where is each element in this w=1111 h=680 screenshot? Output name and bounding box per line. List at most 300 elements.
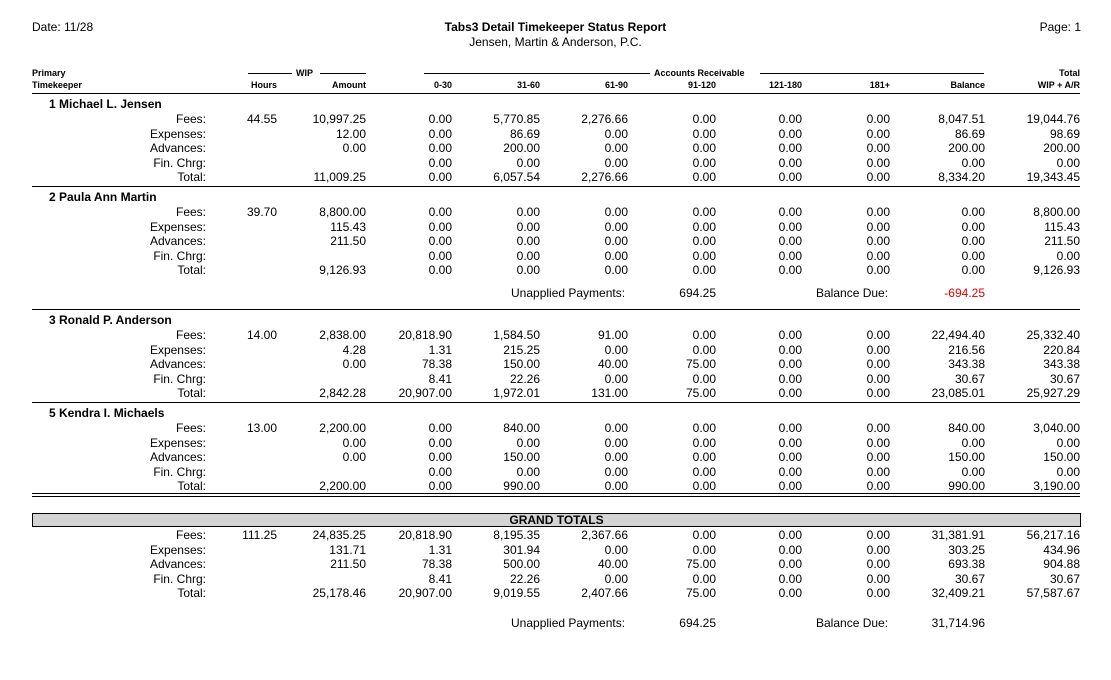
row-label: Total: — [177, 586, 206, 601]
ar-31-60-cell: 0.00 — [516, 248, 540, 263]
row-label: Total: — [177, 386, 206, 401]
ar-0-30-cell: 0.00 — [428, 112, 452, 126]
total-cell: 343.38 — [1043, 357, 1080, 372]
ar-121-180-cell: 0.00 — [778, 571, 802, 586]
balance-cell: 840.00 — [948, 421, 985, 435]
ar-121-180-cell: 0.00 — [778, 219, 802, 234]
ar-121-180-cell: 0.00 — [778, 586, 802, 601]
ar-0-30-cell: 0.00 — [428, 435, 452, 450]
row-label: Fin. Chrg: — [153, 155, 206, 170]
report-title: Tabs3 Detail Timekeeper Status Report — [444, 20, 667, 34]
row-label: Expenses: — [149, 435, 206, 450]
ar-181-plus-cell: 0.00 — [866, 219, 890, 234]
total-cell: 9,126.93 — [1033, 263, 1080, 278]
row-label: Advances: — [149, 557, 206, 572]
ar-121-180-cell: 0.00 — [778, 234, 802, 249]
ar-181-plus-cell: 0.00 — [866, 328, 890, 342]
ar-121-180-cell: 0.00 — [778, 155, 802, 170]
row-label: Expenses: — [149, 219, 206, 234]
row-label: Total: — [177, 263, 206, 278]
ar-0-30-cell: 0.00 — [428, 421, 452, 435]
col-total-wip-ar: WIP + A/R — [1037, 80, 1080, 90]
ar-91-120-cell: 0.00 — [692, 342, 716, 357]
ar-61-90-cell: 0.00 — [604, 342, 628, 357]
ar-31-60-cell: 9,019.55 — [493, 586, 540, 601]
table-row — [0, 572, 1111, 586]
ar-61-90-cell: 0.00 — [604, 205, 628, 219]
ar-181-plus-cell: 0.00 — [866, 450, 890, 465]
ar-31-60-cell: 6,057.54 — [493, 170, 540, 185]
table-row — [0, 328, 1111, 342]
total-cell: 200.00 — [1043, 141, 1080, 156]
col-primary: Primary — [32, 68, 66, 78]
ar-61-90-cell: 2,276.66 — [581, 170, 628, 185]
total-cell: 0.00 — [1056, 155, 1080, 170]
balance-cell: 22,494.40 — [931, 328, 985, 342]
balance-cell: 30.67 — [954, 371, 985, 386]
balance-cell: 8,047.51 — [938, 112, 985, 126]
table-row — [0, 586, 1111, 600]
balance-cell: 0.00 — [961, 435, 985, 450]
table-row — [0, 543, 1111, 557]
hours-cell: 39.70 — [246, 205, 277, 219]
ar-31-60-cell: 86.69 — [509, 126, 540, 141]
balance-cell: 0.00 — [961, 234, 985, 249]
ar-0-30-cell: 0.00 — [428, 464, 452, 479]
report-date: Date: 11/28 — [32, 20, 94, 34]
col-61-90: 61-90 — [604, 80, 628, 90]
amount-cell: 9,126.93 — [319, 263, 366, 278]
col-wip: WIP — [296, 68, 313, 78]
ar-91-120-cell: 0.00 — [692, 112, 716, 126]
section-divider — [32, 402, 1080, 403]
ar-61-90-cell: 0.00 — [604, 479, 628, 494]
row-label: Fees: — [175, 528, 206, 542]
amount-cell: 2,838.00 — [319, 328, 366, 342]
total-cell: 30.67 — [1049, 371, 1080, 386]
ar-61-90-cell: 2,407.66 — [581, 586, 628, 601]
ar-61-90-cell: 0.00 — [604, 155, 628, 170]
ar-31-60-cell: 0.00 — [516, 234, 540, 249]
amount-cell: 211.50 — [330, 234, 366, 249]
ar-121-180-cell: 0.00 — [778, 542, 802, 557]
ar-61-90-cell: 2,367.66 — [581, 528, 628, 542]
balance-cell: 30.67 — [954, 571, 985, 586]
ar-31-60-cell: 0.00 — [516, 435, 540, 450]
ar-121-180-cell: 0.00 — [778, 450, 802, 465]
total-cell: 3,040.00 — [1033, 421, 1080, 435]
ar-91-120-cell: 0.00 — [692, 450, 716, 465]
col-total: Total — [1059, 68, 1080, 78]
section-divider — [32, 309, 1080, 310]
ar-181-plus-cell: 0.00 — [866, 112, 890, 126]
balance-cell: 32,409.21 — [931, 586, 985, 601]
wip-rule-left — [248, 73, 292, 74]
ar-91-120-cell: 0.00 — [692, 155, 716, 170]
ar-121-180-cell: 0.00 — [778, 126, 802, 141]
table-row — [0, 127, 1111, 141]
ar-61-90-cell: 0.00 — [604, 219, 628, 234]
timekeeper-name: 3 Ronald P. Anderson — [49, 313, 172, 327]
ar-181-plus-cell: 0.00 — [866, 155, 890, 170]
table-row — [0, 263, 1111, 277]
amount-cell: 131.71 — [329, 542, 366, 557]
total-cell: 19,044.76 — [1026, 112, 1080, 126]
ar-61-90-cell: 40.00 — [597, 557, 628, 572]
ar-121-180-cell: 0.00 — [778, 248, 802, 263]
col-timekeeper: Timekeeper — [32, 80, 82, 90]
ar-0-30-cell: 0.00 — [428, 263, 452, 278]
total-cell: 19,343.45 — [1026, 170, 1080, 185]
amount-cell: 8,800.00 — [319, 205, 366, 219]
ar-0-30-cell: 0.00 — [428, 450, 452, 465]
unapplied-payments-value: 694.25 — [679, 286, 716, 300]
ar-91-120-cell: 0.00 — [692, 479, 716, 494]
ar-61-90-cell: 0.00 — [604, 234, 628, 249]
row-label: Expenses: — [149, 126, 206, 141]
ar-31-60-cell: 0.00 — [516, 205, 540, 219]
row-label: Fees: — [175, 205, 206, 219]
ar-121-180-cell: 0.00 — [778, 357, 802, 372]
total-cell: 0.00 — [1056, 248, 1080, 263]
ar-181-plus-cell: 0.00 — [866, 464, 890, 479]
row-label: Expenses: — [149, 342, 206, 357]
grand-totals-bar: GRAND TOTALS — [32, 513, 1081, 527]
ar-121-180-cell: 0.00 — [778, 328, 802, 342]
ar-31-60-cell: 22.26 — [509, 371, 540, 386]
amount-cell: 2,842.28 — [319, 386, 366, 401]
ar-31-60-cell: 0.00 — [516, 464, 540, 479]
ar-0-30-cell: 0.00 — [428, 126, 452, 141]
ar-121-180-cell: 0.00 — [778, 421, 802, 435]
balance-cell: 0.00 — [961, 263, 985, 278]
ar-121-180-cell: 0.00 — [778, 479, 802, 494]
firm-name: Jensen, Martin & Anderson, P.C. — [469, 35, 642, 49]
ar-91-120-cell: 0.00 — [692, 248, 716, 263]
ar-31-60-cell: 200.00 — [503, 141, 540, 156]
total-cell: 220.84 — [1043, 342, 1080, 357]
ar-61-90-cell: 91.00 — [597, 328, 628, 342]
amount-cell: 12.00 — [335, 126, 366, 141]
ar-61-90-cell: 0.00 — [604, 435, 628, 450]
ar-181-plus-cell: 0.00 — [866, 479, 890, 494]
col-balance: Balance — [950, 80, 985, 90]
ar-181-plus-cell: 0.00 — [866, 571, 890, 586]
ar-91-120-cell: 0.00 — [692, 328, 716, 342]
ar-181-plus-cell: 0.00 — [866, 141, 890, 156]
table-row — [0, 386, 1111, 400]
ar-181-plus-cell: 0.00 — [866, 421, 890, 435]
balance-cell: 200.00 — [948, 141, 985, 156]
ar-181-plus-cell: 0.00 — [866, 586, 890, 601]
amount-cell: 24,835.25 — [312, 528, 366, 542]
ar-0-30-cell: 78.38 — [421, 357, 452, 372]
ar-0-30-cell: 0.00 — [428, 234, 452, 249]
ar-121-180-cell: 0.00 — [778, 263, 802, 278]
ar-0-30-cell: 0.00 — [428, 141, 452, 156]
row-label: Fin. Chrg: — [153, 571, 206, 586]
ar-0-30-cell: 20,818.90 — [398, 328, 452, 342]
balance-cell: 86.69 — [954, 126, 985, 141]
table-row — [0, 479, 1111, 493]
amount-cell: 0.00 — [342, 450, 366, 465]
table-row — [0, 436, 1111, 450]
balance-cell: 8,334.20 — [938, 170, 985, 185]
balance-cell: 216.56 — [948, 342, 985, 357]
ar-31-60-cell: 1,584.50 — [493, 328, 540, 342]
balance-cell: 303.25 — [948, 542, 985, 557]
row-label: Advances: — [149, 141, 206, 156]
row-label: Advances: — [149, 234, 206, 249]
ar-91-120-cell: 0.00 — [692, 464, 716, 479]
ar-61-90-cell: 0.00 — [604, 464, 628, 479]
ar-91-120-cell: 75.00 — [685, 557, 716, 572]
row-label: Fin. Chrg: — [153, 248, 206, 263]
row-label: Expenses: — [149, 542, 206, 557]
unapplied-payments-label: Unapplied Payments: — [511, 286, 626, 300]
amount-cell: 2,200.00 — [319, 479, 366, 494]
timekeeper-name: 2 Paula Ann Martin — [49, 190, 157, 204]
ar-31-60-cell: 0.00 — [516, 155, 540, 170]
balance-cell: 0.00 — [961, 155, 985, 170]
ar-61-90-cell: 0.00 — [604, 248, 628, 263]
total-cell: 57,587.67 — [1026, 586, 1080, 601]
ar-91-120-cell: 0.00 — [692, 435, 716, 450]
table-row — [0, 205, 1111, 219]
table-row — [0, 465, 1111, 479]
table-row — [0, 343, 1111, 357]
ar-61-90-cell: 131.00 — [591, 386, 628, 401]
total-cell: 56,217.16 — [1026, 528, 1080, 542]
balance-cell: 0.00 — [961, 248, 985, 263]
ar-91-120-cell: 0.00 — [692, 542, 716, 557]
ar-0-30-cell: 0.00 — [428, 479, 452, 494]
row-label: Fees: — [175, 112, 206, 126]
ar-121-180-cell: 0.00 — [778, 386, 802, 401]
ar-91-120-cell: 0.00 — [692, 571, 716, 586]
amount-cell: 10,997.25 — [312, 112, 366, 126]
total-cell: 98.69 — [1049, 126, 1080, 141]
total-cell: 3,190.00 — [1033, 479, 1080, 494]
table-row — [0, 141, 1111, 155]
total-cell: 25,927.29 — [1026, 386, 1080, 401]
total-cell: 8,800.00 — [1033, 205, 1080, 219]
ar-31-60-cell: 150.00 — [503, 357, 540, 372]
ar-61-90-cell: 0.00 — [604, 542, 628, 557]
ar-31-60-cell: 840.00 — [503, 421, 540, 435]
row-label: Fees: — [175, 328, 206, 342]
table-row — [0, 357, 1111, 371]
ar-181-plus-cell: 0.00 — [866, 170, 890, 185]
amount-cell: 4.28 — [342, 342, 366, 357]
wip-rule-right — [320, 73, 366, 74]
table-row — [0, 421, 1111, 435]
ar-31-60-cell: 500.00 — [503, 557, 540, 572]
ar-91-120-cell: 0.00 — [692, 126, 716, 141]
balance-cell: 0.00 — [961, 205, 985, 219]
hours-cell: 111.25 — [242, 528, 277, 542]
table-row — [0, 249, 1111, 263]
ar-121-180-cell: 0.00 — [778, 528, 802, 542]
balance-cell: 23,085.01 — [931, 386, 985, 401]
total-cell: 150.00 — [1043, 450, 1080, 465]
ar-0-30-cell: 78.38 — [421, 557, 452, 572]
ar-181-plus-cell: 0.00 — [866, 248, 890, 263]
table-row — [0, 528, 1111, 542]
row-label: Fees: — [175, 421, 206, 435]
ar-181-plus-cell: 0.00 — [866, 357, 890, 372]
amount-cell: 0.00 — [342, 435, 366, 450]
ar-0-30-cell: 0.00 — [428, 155, 452, 170]
ar-31-60-cell: 150.00 — [503, 450, 540, 465]
balance-cell: 150.00 — [948, 450, 985, 465]
ar-91-120-cell: 0.00 — [692, 141, 716, 156]
ar-181-plus-cell: 0.00 — [866, 435, 890, 450]
balance-cell: 343.38 — [948, 357, 985, 372]
ar-181-plus-cell: 0.00 — [866, 557, 890, 572]
ar-121-180-cell: 0.00 — [778, 112, 802, 126]
table-row — [0, 170, 1111, 184]
row-label: Fin. Chrg: — [153, 464, 206, 479]
ar-61-90-cell: 0.00 — [604, 263, 628, 278]
ar-181-plus-cell: 0.00 — [866, 263, 890, 278]
ar-61-90-cell: 0.00 — [604, 126, 628, 141]
table-row — [0, 156, 1111, 170]
ar-91-120-cell: 75.00 — [685, 386, 716, 401]
col-31-60: 31-60 — [516, 80, 540, 90]
table-row — [0, 112, 1111, 126]
hours-cell: 44.55 — [246, 112, 277, 126]
ar-61-90-cell: 0.00 — [604, 571, 628, 586]
ar-0-30-cell: 20,907.00 — [398, 586, 452, 601]
timekeeper-name: 5 Kendra I. Michaels — [49, 406, 165, 420]
section-divider-double — [32, 493, 1080, 494]
total-cell: 211.50 — [1044, 234, 1080, 249]
ar-121-180-cell: 0.00 — [778, 205, 802, 219]
total-cell: 0.00 — [1056, 435, 1080, 450]
grand-balance-due-label: Balance Due: — [816, 616, 889, 630]
col-ar: Accounts Receivable — [654, 68, 745, 78]
ar-0-30-cell: 0.00 — [428, 205, 452, 219]
ar-121-180-cell: 0.00 — [778, 371, 802, 386]
amount-cell: 211.50 — [330, 557, 366, 572]
col-0-30: 0-30 — [433, 80, 452, 90]
ar-0-30-cell: 8.41 — [428, 571, 452, 586]
total-cell: 115.43 — [1044, 219, 1080, 234]
ar-91-120-cell: 0.00 — [692, 234, 716, 249]
ar-31-60-cell: 215.25 — [503, 342, 540, 357]
ar-0-30-cell: 20,818.90 — [398, 528, 452, 542]
ar-91-120-cell: 75.00 — [685, 357, 716, 372]
table-row — [0, 220, 1111, 234]
section-divider-double — [32, 496, 1080, 497]
grand-balance-due-value: 31,714.96 — [931, 616, 985, 630]
balance-cell: 693.38 — [948, 557, 985, 572]
section-divider — [32, 186, 1080, 187]
ar-181-plus-cell: 0.00 — [866, 342, 890, 357]
ar-121-180-cell: 0.00 — [778, 435, 802, 450]
ar-61-90-cell: 0.00 — [604, 371, 628, 386]
ar-181-plus-cell: 0.00 — [866, 528, 890, 542]
hours-cell: 14.00 — [246, 328, 277, 342]
ar-61-90-cell: 2,276.66 — [581, 112, 628, 126]
ar-181-plus-cell: 0.00 — [866, 234, 890, 249]
ar-181-plus-cell: 0.00 — [866, 386, 890, 401]
balance-cell: 31,381.91 — [931, 528, 985, 542]
table-row — [0, 234, 1111, 248]
hours-cell: 13.00 — [246, 421, 277, 435]
col-121-180: 121-180 — [768, 80, 802, 90]
ar-61-90-cell: 0.00 — [604, 450, 628, 465]
col-181-plus: 181+ — [869, 80, 890, 90]
ar-181-plus-cell: 0.00 — [866, 126, 890, 141]
total-cell: 434.96 — [1043, 542, 1080, 557]
ar-181-plus-cell: 0.00 — [866, 371, 890, 386]
ar-181-plus-cell: 0.00 — [866, 542, 890, 557]
ar-0-30-cell: 0.00 — [428, 248, 452, 263]
ar-181-plus-cell: 0.00 — [866, 205, 890, 219]
ar-61-90-cell: 40.00 — [597, 357, 628, 372]
ar-91-120-cell: 0.00 — [692, 205, 716, 219]
amount-cell: 25,178.46 — [312, 586, 366, 601]
grand-unapplied-label: Unapplied Payments: — [511, 616, 626, 630]
col-amount: Amount — [332, 80, 366, 90]
row-label: Total: — [177, 479, 206, 494]
ar-0-30-cell: 8.41 — [428, 371, 452, 386]
total-cell: 25,332.40 — [1026, 328, 1080, 342]
ar-121-180-cell: 0.00 — [778, 170, 802, 185]
ar-0-30-cell: 1.31 — [428, 342, 452, 357]
total-cell: 0.00 — [1056, 464, 1080, 479]
ar-121-180-cell: 0.00 — [778, 464, 802, 479]
table-row — [0, 557, 1111, 571]
ar-91-120-cell: 0.00 — [692, 219, 716, 234]
amount-cell: 11,009.25 — [313, 170, 366, 185]
col-91-120: 91-120 — [687, 80, 716, 90]
ar-31-60-cell: 1,972.01 — [493, 386, 540, 401]
balance-cell: 0.00 — [961, 464, 985, 479]
amount-cell: 2,200.00 — [319, 421, 366, 435]
ar-121-180-cell: 0.00 — [778, 557, 802, 572]
ar-31-60-cell: 301.94 — [503, 542, 540, 557]
amount-cell: 0.00 — [342, 141, 366, 156]
ar-31-60-cell: 0.00 — [516, 263, 540, 278]
ar-121-180-cell: 0.00 — [778, 342, 802, 357]
total-cell: 30.67 — [1049, 571, 1080, 586]
amount-cell: 0.00 — [342, 357, 366, 372]
col-hours: Hours — [250, 80, 277, 90]
ar-31-60-cell: 22.26 — [509, 571, 540, 586]
ar-31-60-cell: 5,770.85 — [493, 112, 540, 126]
ar-61-90-cell: 0.00 — [604, 421, 628, 435]
row-label: Advances: — [149, 357, 206, 372]
balance-due-value: -694.25 — [944, 286, 985, 300]
ar-31-60-cell: 990.00 — [503, 479, 540, 494]
ar-31-60-cell: 8,195.35 — [493, 528, 540, 542]
row-label: Fin. Chrg: — [153, 371, 206, 386]
ar-121-180-cell: 0.00 — [778, 141, 802, 156]
row-label: Advances: — [149, 450, 206, 465]
balance-cell: 990.00 — [948, 479, 985, 494]
balance-due-label: Balance Due: — [816, 286, 889, 300]
ar-rule-left — [424, 73, 650, 74]
balance-cell: 0.00 — [961, 219, 985, 234]
ar-91-120-cell: 75.00 — [685, 586, 716, 601]
ar-91-120-cell: 0.00 — [692, 263, 716, 278]
ar-0-30-cell: 20,907.00 — [398, 386, 452, 401]
ar-0-30-cell: 1.31 — [428, 542, 452, 557]
ar-91-120-cell: 0.00 — [692, 421, 716, 435]
